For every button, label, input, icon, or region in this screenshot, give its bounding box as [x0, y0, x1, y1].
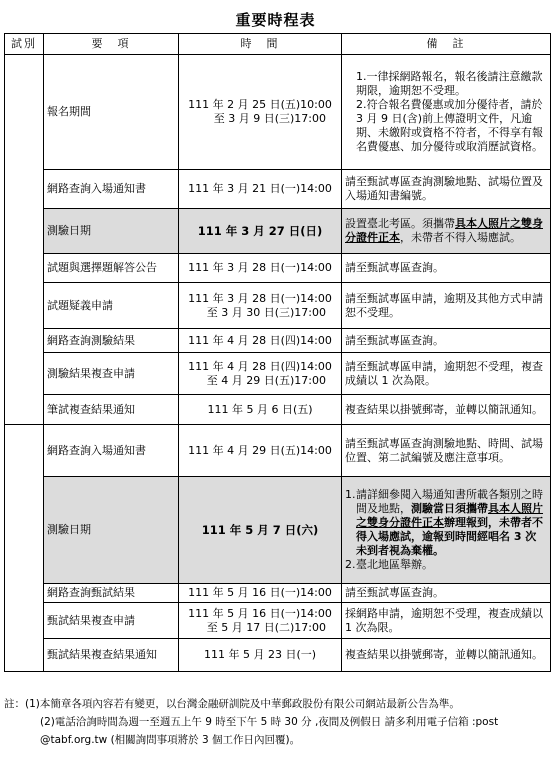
time-cell: 111 年 3 月 28 日(一)14:00 — [179, 254, 342, 283]
note-cell: 請至甄試專區申請，逾期恕不受理，複查成績以 1 次為限。 — [342, 353, 551, 395]
note-text: 辦理報到，未帶者不得入場應試，逾報到時間經唱名 3 次未到者視為棄權。 — [356, 516, 543, 557]
footnote-line-2: (2)電話洽詢時間為週一至週五上午 9 時至下午 5 時 30 分 ,夜間及例假日 請多利用電子信箱 :post — [40, 716, 499, 728]
table-row — [5, 209, 551, 254]
time-cell: 111 年 5 月 7 日(六) — [179, 477, 342, 584]
item-cell: 測驗日期 — [44, 209, 179, 254]
time-start: 111 年 5 月 16 日(一)14:00 — [188, 606, 332, 620]
stage-cell-second — [5, 425, 44, 672]
footnote — [4, 695, 549, 749]
note-text: 設置臺北考區。須攜帶 — [345, 217, 455, 230]
item-cell: 測驗結果複查申請 — [44, 353, 179, 395]
note-item: 2.符合報名費優惠或加分優待者，請於 3 月 9 日(含)前上傳證明文件，凡逾期、未繳附或資格不符者，不得享有報名費優惠、加分優待或取消歷試資格。 — [356, 98, 543, 153]
time-cell: 111 年 5 月 23 日(一) — [179, 639, 342, 672]
header-item: 要 項 — [44, 34, 179, 55]
time-cell — [179, 283, 342, 329]
table-row — [5, 329, 551, 353]
note-cell: 請至甄試專區申請，逾期及其他方式申請恕不受理。 — [342, 283, 551, 329]
footnote-line-1: 註：(1)本簡章各項內容若有變更，以台灣金融研訓院及中華郵政股份有限公司網站最新公告為準。 — [4, 698, 460, 710]
note-cell: 請至甄試專區查詢。 — [342, 329, 551, 353]
table-row — [5, 477, 551, 584]
note-cell: 採網路申請，逾期恕不受理，複查成績以 1 次為限。 — [342, 603, 551, 639]
note-text: 請詳細參閱入場通知書所載各類別之時間及地點， — [356, 488, 543, 515]
item-cell: 試題疑義申請 — [44, 283, 179, 329]
table-row — [5, 254, 551, 283]
note-cell: 請至甄試專區查詢測驗地點、試場位置及入場通知書編號。 — [342, 170, 551, 209]
table-row — [5, 170, 551, 209]
time-cell — [179, 603, 342, 639]
note-cell: 請至甄試專區查詢測驗地點、時間、試場位置、第二試編號及應注意事項。 — [342, 425, 551, 477]
time-cell — [179, 353, 342, 395]
schedule-table — [4, 33, 551, 672]
note-cell: 請至甄試專區查詢。 — [342, 584, 551, 603]
note-cell — [342, 55, 551, 170]
note-cell: 複查結果以掛號郵寄，並轉以簡訊通知。 — [342, 639, 551, 672]
time-start: 111 年 3 月 28 日(一)14:00 — [188, 291, 332, 305]
time-cell — [179, 55, 342, 170]
note-cell — [342, 209, 551, 254]
page-title: 重要時程表 — [235, 11, 316, 29]
note-text: 測驗當日須攜帶 — [411, 502, 488, 515]
time-cell: 111 年 4 月 29 日(五)14:00 — [179, 425, 342, 477]
time-cell: 111 年 4 月 28 日(四)14:00 — [179, 329, 342, 353]
item-cell: 測驗日期 — [44, 477, 179, 584]
note-emphasis: 具本人照片之雙身分證件正本 — [356, 502, 543, 529]
header-time: 時 間 — [179, 34, 342, 55]
note-item: 2. 臺北地區舉辦。 — [345, 558, 433, 571]
note-item: 1. 請詳細參閱入場通知書所載各類別之時間及地點，測驗當日須攜帶具本人照片之雙身分證件正本辦理報到，未帶者不得入場應試，逾報到時間經唱名 3 次未到者視為棄權。 — [345, 488, 543, 557]
item-cell: 甄試結果複查結果通知 — [44, 639, 179, 672]
table-row — [5, 395, 551, 425]
note-item: 1.一律採網路報名，報名後請注意繳款期限，逾期恕不受理。 — [356, 70, 543, 97]
item-cell: 網路查詢測驗結果 — [44, 329, 179, 353]
time-start: 111 年 2 月 25 日(五)10:00 — [188, 98, 332, 111]
note-text: 臺北地區舉辦。 — [356, 558, 433, 571]
note-emphasis: 具本人照片之雙身分證件正本 — [345, 217, 543, 244]
table-row — [5, 584, 551, 603]
item-cell: 甄試結果複查申請 — [44, 603, 179, 639]
item-cell: 網路查詢入場通知書 — [44, 425, 179, 477]
item-cell: 網路查詢入場通知書 — [44, 170, 179, 209]
table-row — [5, 55, 551, 170]
table-row — [5, 425, 551, 477]
time-cell: 111 年 3 月 27 日(日) — [179, 209, 342, 254]
time-end: 至 3 月 9 日(三)17:00 — [213, 112, 326, 125]
header-stage: 試別 — [5, 34, 44, 55]
table-row — [5, 603, 551, 639]
item-cell: 試題與選擇題解答公告 — [44, 254, 179, 283]
table-row — [5, 353, 551, 395]
note-cell — [342, 477, 551, 584]
time-cell: 111 年 5 月 16 日(一)14:00 — [179, 584, 342, 603]
stage-cell-first — [5, 55, 44, 425]
item-cell: 筆試複查結果通知 — [44, 395, 179, 425]
table-row — [5, 639, 551, 672]
header-note: 備 註 — [342, 34, 551, 55]
time-cell: 111 年 5 月 6 日(五) — [179, 395, 342, 425]
time-end: 至 5 月 17 日(二)17:00 — [206, 620, 326, 634]
note-cell: 複查結果以掛號郵寄，並轉以簡訊通知。 — [342, 395, 551, 425]
time-start: 111 年 4 月 28 日(四)14:00 — [188, 359, 332, 373]
time-cell: 111 年 3 月 21 日(一)14:00 — [179, 170, 342, 209]
footnote-line-3: @tabf.org.tw (相關詢問事項將於 3 個工作日內回覆)。 — [40, 734, 301, 746]
note-cell: 請至甄試專區查詢。 — [342, 254, 551, 283]
item-cell: 報名期間 — [44, 55, 179, 170]
time-end: 至 3 月 30 日(三)17:00 — [206, 305, 326, 319]
item-cell: 網路查詢甄試結果 — [44, 584, 179, 603]
note-text: ，未帶者不得入場應試。 — [400, 231, 521, 244]
time-end: 至 4 月 29 日(五)17:00 — [206, 373, 326, 387]
table-row — [5, 283, 551, 329]
table-header-row — [5, 34, 551, 55]
